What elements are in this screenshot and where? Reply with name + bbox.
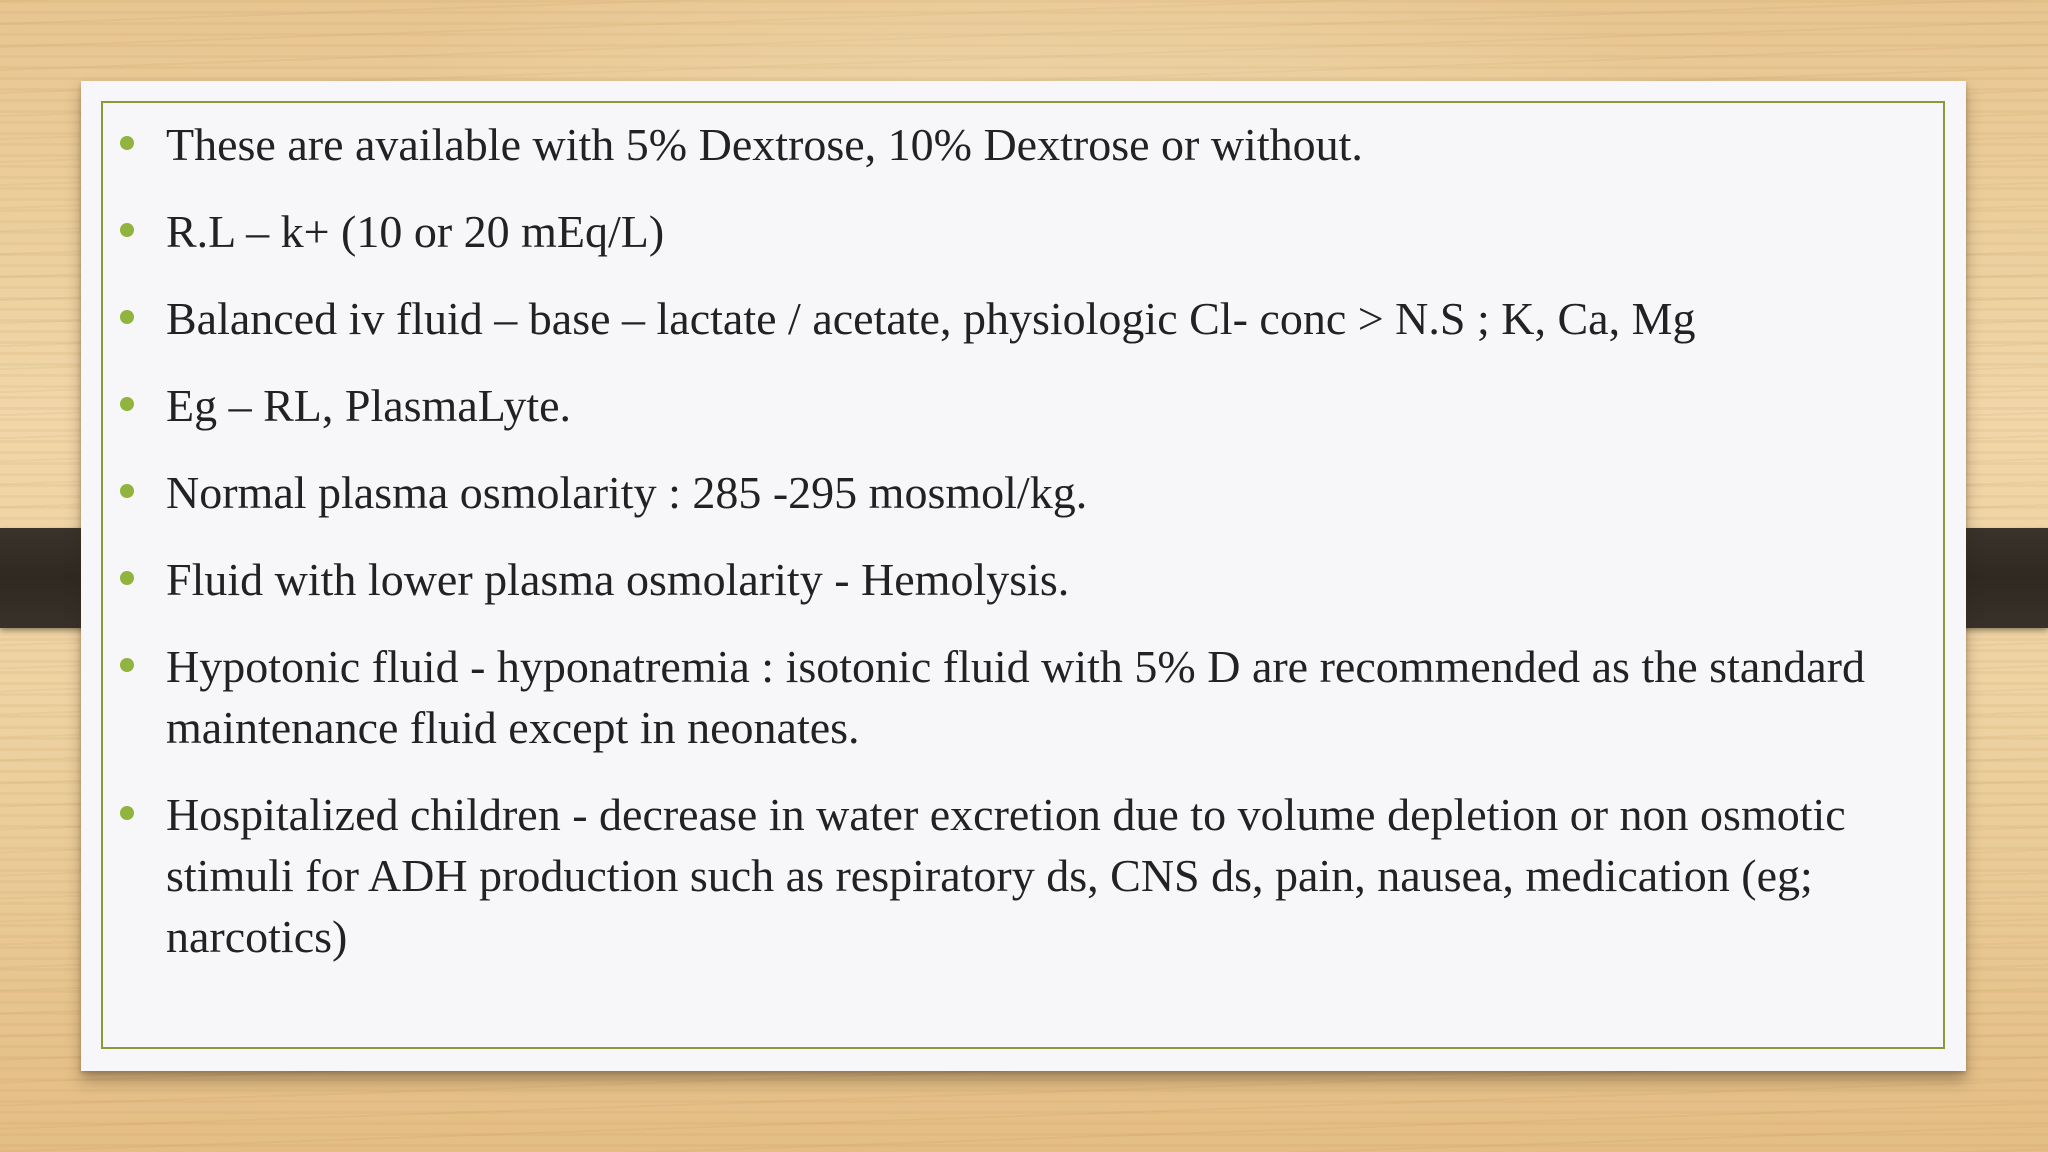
bullet-text: Hypotonic fluid - hyponatremia : isotonic fluid with 5% D are recommended as the standard maintenance fluid except in neonates. [166, 641, 1865, 753]
bullet-text: These are available with 5% Dextrose, 10% Dextrose or without. [166, 119, 1363, 170]
bullet-item [118, 636, 1918, 758]
bullet-item [118, 462, 1918, 523]
bullet-list [118, 114, 1918, 967]
bullet-text: R.L – k+ (10 or 20 mEq/L) [166, 206, 665, 257]
bullet-text: Eg – RL, PlasmaLyte. [166, 380, 572, 431]
bullet-item [118, 784, 1918, 967]
slide-content [118, 114, 1918, 993]
bullet-item [118, 288, 1918, 349]
bullet-item [118, 114, 1918, 175]
bullet-text: Balanced iv fluid – base – lactate / acetate, physiologic Cl- conc > N.S ; K, Ca, Mg [166, 293, 1696, 344]
bullet-item [118, 375, 1918, 436]
bullet-text: Normal plasma osmolarity : 285 -295 mosmol/kg. [166, 467, 1088, 518]
bullet-item [118, 201, 1918, 262]
bullet-text: Hospitalized children - decrease in water excretion due to volume depletion or non osmotic stimuli for ADH production such as respiratory ds, CNS ds, pain, nausea, medication (eg; narcotics) [166, 789, 1846, 962]
bullet-text: Fluid with lower plasma osmolarity - Hemolysis. [166, 554, 1070, 605]
bullet-item [118, 549, 1918, 610]
